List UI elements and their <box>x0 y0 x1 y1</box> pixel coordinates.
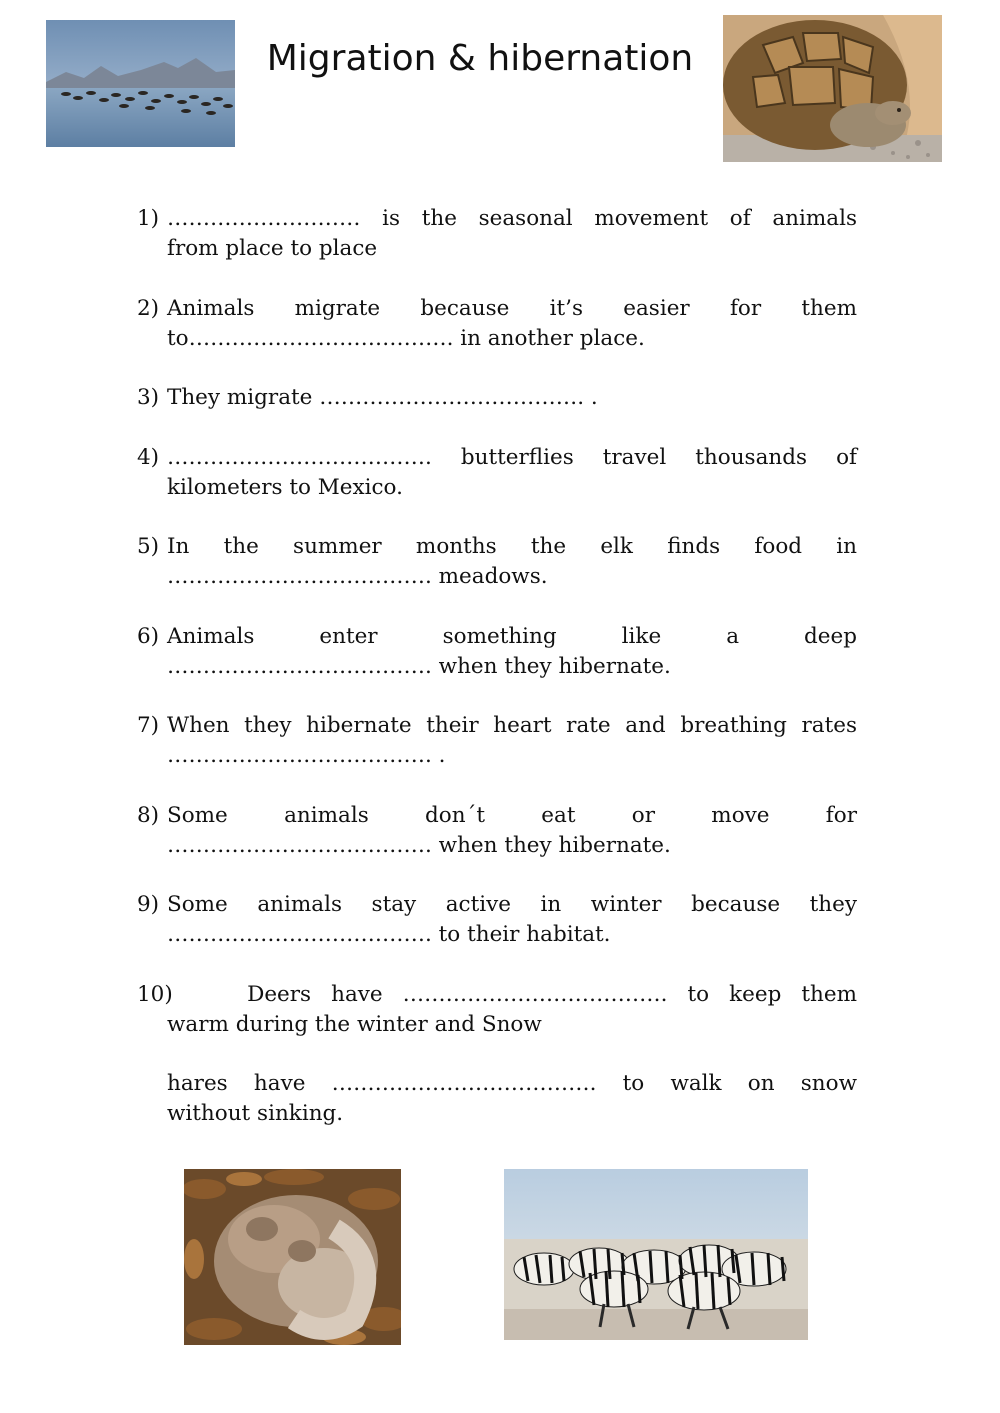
question-text: Deers have ………………………………. to keep them <box>167 981 857 1007</box>
question-9 <box>137 890 857 950</box>
question-number: 6) <box>137 623 160 649</box>
question-text-continued: ………………………………. . <box>167 743 446 768</box>
tortoise-photo <box>723 15 942 162</box>
question-number: 3) <box>137 385 160 410</box>
page-title: Migration & hibernation <box>266 38 694 79</box>
question-number: 10) <box>137 981 173 1007</box>
squirrels-photo <box>184 1169 401 1345</box>
question-text-continued: from place to place <box>167 236 378 261</box>
question-10 <box>137 980 857 1040</box>
question-text: In the summer months the elk finds food in <box>167 534 857 559</box>
question-text-continued: ………………………………. when they hibernate. <box>167 653 671 679</box>
question-number: 7) <box>137 713 160 738</box>
question-number: 9) <box>137 892 160 917</box>
question-text: Some animals stay active in winter because they <box>167 892 857 917</box>
zebras-photo <box>504 1169 808 1340</box>
question-list <box>137 204 857 1129</box>
question-text-continued: kilometers to Mexico. <box>167 474 403 500</box>
question-text-continued: to………………………………. in another place. <box>167 325 645 351</box>
question-text-continued: warm during the winter and Snow <box>167 1011 542 1037</box>
question-10-continuation <box>167 1069 857 1129</box>
caribou-herd-photo <box>46 20 235 147</box>
question-text: ………………………………. butterflies travel thousands of <box>167 444 857 470</box>
question-text: Some animals don´t eat or move for <box>167 802 857 828</box>
question-3 <box>137 383 857 413</box>
question-number: 5) <box>137 534 160 559</box>
question-number: 1) <box>137 206 160 231</box>
question-7 <box>137 711 857 771</box>
question-text-continued: ………………………………. when they hibernate. <box>167 832 671 858</box>
question-number: 8) <box>137 802 160 828</box>
question-1 <box>137 204 857 264</box>
question-text: ……………………… is the seasonal movement of animals <box>167 206 857 231</box>
question-8 <box>137 801 857 861</box>
question-text: Animals enter something like a deep <box>167 623 857 649</box>
question-number: 4) <box>137 444 160 470</box>
question-text: They migrate ………………………………. . <box>167 385 598 410</box>
question-number: 2) <box>137 295 160 321</box>
question-4 <box>137 443 857 503</box>
question-6 <box>137 622 857 682</box>
question-text: hares have ………………………………. to walk on snow <box>167 1071 857 1096</box>
question-text: When they hibernate their heart rate and breathing rates <box>167 713 857 738</box>
question-text-continued: ………………………………. meadows. <box>167 564 548 589</box>
question-text: Animals migrate because it’s easier for them <box>167 295 857 321</box>
question-2 <box>137 294 857 354</box>
question-text-continued: without sinking. <box>167 1101 344 1126</box>
question-text-continued: ………………………………. to their habitat. <box>167 922 611 947</box>
question-5 <box>137 532 857 592</box>
